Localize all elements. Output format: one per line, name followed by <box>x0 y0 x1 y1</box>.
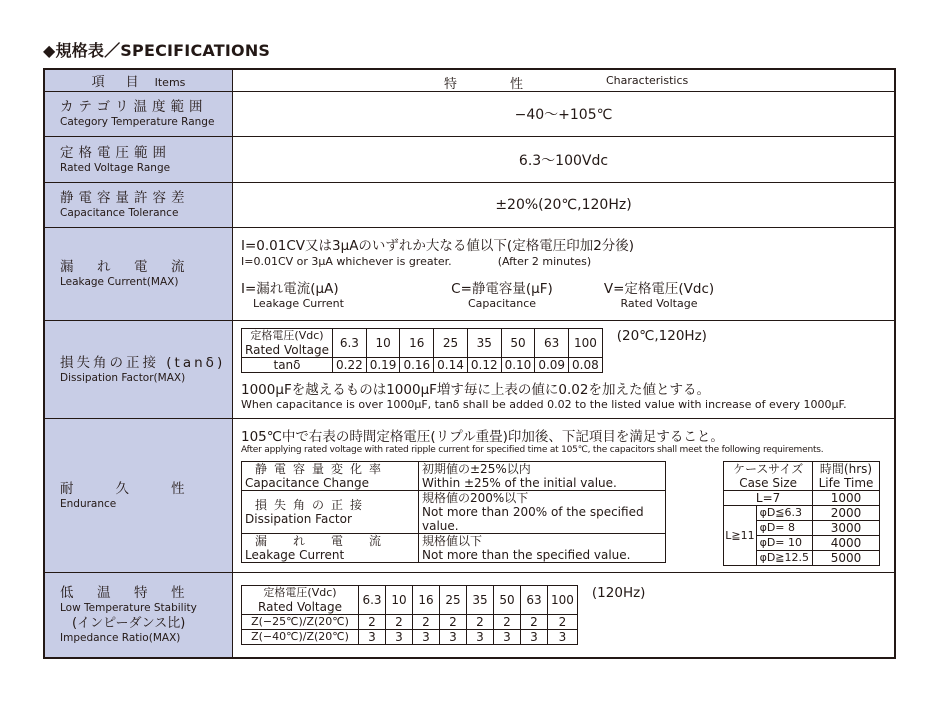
items-header: 項 目 Items <box>44 69 233 92</box>
lt-ratio-cell: 2 <box>386 614 413 629</box>
lt-ratio-cell: 3 <box>440 629 467 644</box>
df-value-cell: 0.09 <box>535 358 569 373</box>
case-row: φD≧12.5 5000 <box>724 551 880 566</box>
df-value-cell: 0.08 <box>569 358 603 373</box>
endurance-item-row: 漏 れ 電 流 Leakage Current 規格値以下 Not more than the specified value. <box>242 534 666 563</box>
lt-ratio-cell: 3 <box>386 629 413 644</box>
lt-ratio-cell: 3 <box>548 629 578 644</box>
lt-ratio-cell: 2 <box>359 614 386 629</box>
df-value-cell: 0.10 <box>501 358 535 373</box>
endurance-content: 105℃中で右表の時間定格電圧(リプル重畳)印加後、下記項目を満足すること。 After applying rated voltage with rated ripple current for specified time at 105℃, the capacitors shall meet the following requirements. 静電容量変化率 Capacitance Change 初期値の±25%以内 Within ±25% of the initial value. 損失角の正接 Dissipation Factor 規格値の200%以下 Not more than 200% of the specified value. 漏 れ 電 流 Leakage Current 規格値以下 Not more than the specified value. ケースサイズ Case Size 時間(hrs) Life Time L=7 1000 L≧11 φD≦6.3 2000 φD= 8 3000 φD= 10 4000 φD≧12.5 5000 <box>233 419 896 573</box>
capacitance-tolerance-value: ±20%(20℃,120Hz) <box>233 183 896 228</box>
dissipation-table: 定格電圧(Vdc) Rated Voltage 6.3 10 16 25 35 50 63 100 tanδ 0.22 0.19 0.16 0.14 0.12 0.10 0.09 0.08 <box>241 328 603 373</box>
lt-ratio-cell: 3 <box>359 629 386 644</box>
df-value-cell: 0.19 <box>366 358 400 373</box>
endurance-lifetime-table: ケースサイズ Case Size 時間(hrs) Life Time L=7 1000 L≧11 φD≦6.3 2000 φD= 8 3000 φD= 10 4000 φD≧12.5 5000 <box>723 461 880 566</box>
case-row: L≧11 φD≦6.3 2000 <box>724 506 880 521</box>
capacitance-tolerance-row: 静電容量許容差 Capacitance Tolerance ±20%(20℃,120Hz) <box>44 183 895 228</box>
lt-ratio-cell: 2 <box>548 614 578 629</box>
category-temp-value: −40〜+105℃ <box>233 92 896 137</box>
leakage-row: 漏 れ 電 流 Leakage Current(MAX) I=0.01CV又は3μAのいずれか大なる値以下(定格電圧印加2分後) I=0.01CV or 3μA whichever is greater. (After 2 minutes) I=漏れ電流(μA) Leakage Current C=静電容量(μF) Capacitance V=定格電圧(Vdc) Rated Voltage <box>44 228 895 321</box>
lt-voltage-cell: 10 <box>386 585 413 614</box>
lt-voltage-cell: 6.3 <box>359 585 386 614</box>
spec-table <box>43 68 896 659</box>
lt-voltage-cell: 100 <box>548 585 578 614</box>
df-value-cell: 0.12 <box>467 358 501 373</box>
endurance-requirements-table <box>241 461 666 563</box>
lt-voltage-cell: 25 <box>440 585 467 614</box>
header-row <box>44 69 895 92</box>
characteristics-header: 特 性 Characteristics <box>233 69 896 92</box>
lt-voltage-cell: 63 <box>521 585 548 614</box>
lt-voltage-cell: 50 <box>494 585 521 614</box>
df-voltage-cell: 10 <box>366 329 400 358</box>
lt-ratio-cell: 3 <box>521 629 548 644</box>
endurance-row: 耐 久 性 Endurance 105℃中で右表の時間定格電圧(リプル重畳)印加後、下記項目を満足すること。 After applying rated voltage with rated ripple current for specified time at 105℃, the capacitors shall meet the following requirements. 静電容量変化率 Capacitance Change 初期値の±25%以内 Within ±25% of the initial value. 損失角の正接 Dissipation Factor 規格値の200%以下 Not more than 200% of the specified value. 漏 れ 電 流 Leakage Current 規格値以下 Not more than the specified value. ケースサイズ Case Size 時間(hrs) Life Time L=7 1000 L≧11 φD≦6.3 2000 φD= 8 3000 φD= 10 4000 φD≧12.5 5000 <box>44 419 895 573</box>
low-temp-table: 定格電圧(Vdc) Rated Voltage 6.3 10 16 25 35 50 63 100 Z(−25℃)/Z(20℃) 2 2 2 2 2 2 2 2 Z(−40℃)/Z(20℃) 3 3 3 3 3 3 3 3 <box>241 585 578 645</box>
df-value-cell: 0.22 <box>333 358 367 373</box>
df-voltage-cell: 63 <box>535 329 569 358</box>
lt-ratio-cell: 2 <box>521 614 548 629</box>
rated-voltage-row: 定格電圧範囲 Rated Voltage Range 6.3〜100Vdc <box>44 137 895 183</box>
df-value-cell: 0.14 <box>434 358 468 373</box>
df-voltage-cell: 6.3 <box>333 329 367 358</box>
page-title: ◆規格表／SPECIFICATIONS <box>43 41 271 60</box>
dissipation-content: 定格電圧(Vdc) Rated Voltage 6.3 10 16 25 35 50 63 100 tanδ 0.22 0.19 0.16 0.14 0.12 0.10 0.09 0.08 (20℃,120Hz) 1000μFを越えるものは1000μF増す毎に上表の値に0.02を加えた値とする。 When capacitance is over 1000μF, tanδ shall be added 0.02 to the listed value with increase of every 1000μF. <box>233 321 896 419</box>
df-voltage-cell: 16 <box>400 329 434 358</box>
df-voltage-cell: 35 <box>467 329 501 358</box>
case-row: L=7 1000 <box>724 491 880 506</box>
low-temp-row: 低 温 特 性 Low Temperature Stability (インピーダンス比) Impedance Ratio(MAX) 定格電圧(Vdc) Rated Voltage 6.3 10 16 25 35 50 63 100 Z(−25℃)/Z(20℃) 2 2 2 2 2 2 2 2 Z(−40℃)/Z(20℃) 3 3 3 3 3 3 3 3 (120Hz) <box>44 573 895 658</box>
lt-ratio-cell: 2 <box>413 614 440 629</box>
endurance-item-row: 損失角の正接 Dissipation Factor 規格値の200%以下 Not more than 200% of the specified value. <box>242 491 666 534</box>
endurance-item-row: 静電容量変化率 Capacitance Change 初期値の±25%以内 Within ±25% of the initial value. <box>242 462 666 491</box>
lt-voltage-cell: 16 <box>413 585 440 614</box>
df-value-cell: 0.16 <box>400 358 434 373</box>
rated-voltage-value: 6.3〜100Vdc <box>233 137 896 183</box>
df-voltage-cell: 100 <box>569 329 603 358</box>
df-voltage-cell: 50 <box>501 329 535 358</box>
lt-ratio-cell: 3 <box>413 629 440 644</box>
lt-ratio-cell: 2 <box>467 614 494 629</box>
category-temp-row: カテゴリ温度範囲 Category Temperature Range −40〜+105℃ <box>44 92 895 137</box>
df-voltage-cell: 25 <box>434 329 468 358</box>
lt-ratio-cell: 2 <box>440 614 467 629</box>
low-temp-content: 定格電圧(Vdc) Rated Voltage 6.3 10 16 25 35 50 63 100 Z(−25℃)/Z(20℃) 2 2 2 2 2 2 2 2 Z(−40℃)/Z(20℃) 3 3 3 3 3 3 3 3 (120Hz) <box>233 573 896 658</box>
leakage-content: I=0.01CV又は3μAのいずれか大なる値以下(定格電圧印加2分後) I=0.01CV or 3μA whichever is greater. (After 2 minutes) I=漏れ電流(μA) Leakage Current C=静電容量(μF) Capacitance V=定格電圧(Vdc) Rated Voltage <box>233 228 896 321</box>
case-row: φD= 8 3000 <box>724 521 880 536</box>
lt-ratio-cell: 3 <box>494 629 521 644</box>
lt-ratio-cell: 3 <box>467 629 494 644</box>
lt-voltage-cell: 35 <box>467 585 494 614</box>
dissipation-row: 損失角の正接 (tanδ) Dissipation Factor(MAX) 定格電圧(Vdc) Rated Voltage 6.3 10 16 25 35 50 63 100 tanδ 0.22 0.19 0.16 0.14 0.12 0.10 0.09 0.08 (20℃,120Hz) 1000μFを越えるものは1000μF増す毎に上表の値に0.02を加えた値とする。 When capacitance is over 1000μF, tanδ shall be added 0.02 to the listed value with increase of every 1000μF. <box>44 321 895 419</box>
case-row: φD= 10 4000 <box>724 536 880 551</box>
lt-ratio-cell: 2 <box>494 614 521 629</box>
